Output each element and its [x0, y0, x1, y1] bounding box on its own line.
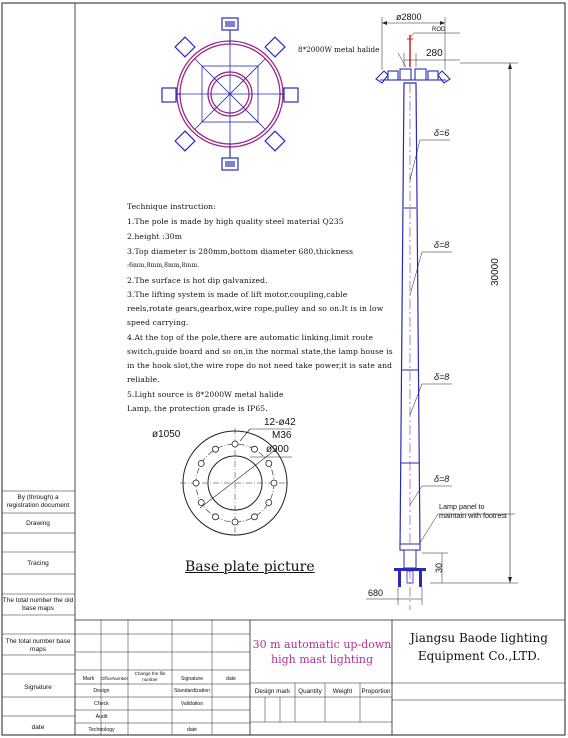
lamp-panel-label-2: maintain with footrest	[439, 511, 507, 520]
outer-diameter-label: ø1050	[152, 429, 181, 440]
old-base-maps-label: The total number the old base maps	[2, 597, 74, 612]
technique-line: switch,guide board and so on,in the normal state,the lamp house is	[127, 347, 393, 356]
bolt-circle-label: ø900	[266, 444, 289, 455]
bolts-label: 12-ø42	[264, 417, 296, 428]
tb-date: date	[225, 676, 237, 682]
base-height-label: 30	[434, 562, 444, 573]
technique-line: 2.height :30m	[127, 232, 182, 241]
company-name-line2: Equipment Co.,LTD.	[417, 649, 541, 663]
company-name-line1: Jiangsu Baode lighting	[410, 631, 548, 645]
technique-line: reels,rotate gears,gearbox,wire rope,pulley and so on.It is in low	[127, 304, 384, 313]
tb-audit: Audit	[95, 714, 108, 720]
tb-validation: Validation	[180, 701, 204, 707]
thickness-2-label: δ=8	[434, 240, 450, 250]
technique-line: 4.At the top of the pole,there are automatic linking,limit route	[127, 333, 374, 342]
tb-date2: date	[186, 727, 198, 733]
tb-mark: Mark	[82, 676, 95, 682]
pole-elevation-drawing	[360, 5, 565, 615]
signature-label: Signature	[24, 684, 52, 691]
technique-line: :6mm,8mm,8mm,8mm.	[127, 262, 200, 269]
tb-technology: Technology	[88, 727, 115, 733]
project-title-line2: high mast lighting	[270, 653, 373, 666]
lamp-panel-label-1: Lamp panel to	[439, 502, 485, 511]
technique-line: 1.The pole is made by high quality steel material Q235	[127, 217, 344, 226]
technique-line: in the hook slot,the wire rope do not need take power,it is sate and	[127, 361, 393, 370]
rod-label: ROD	[432, 27, 446, 33]
tracing-label: Tracing	[27, 560, 49, 567]
tb-standardization: Standardization	[173, 688, 211, 694]
top-span-label: ø2800	[396, 12, 422, 22]
thickness-1-label: δ=6	[434, 128, 450, 138]
height-label: 30000	[490, 258, 501, 286]
tb-proportion: Proportion	[361, 688, 391, 695]
tb-change-file: Change the file number	[134, 671, 166, 682]
company-name	[393, 629, 565, 665]
technique-line: 2.The surface is hot dip galvanized.	[127, 276, 268, 285]
technique-heading: Technique instruction:	[127, 202, 216, 211]
registration-label: By (through) a registration document	[6, 494, 70, 509]
top-diameter-label: 280	[426, 48, 443, 59]
tb-design: Design	[93, 688, 110, 694]
technique-line: 3.The lifting system is made of lift motor,coupling,cable	[127, 290, 348, 299]
technique-line: 3.Top diameter is 280mm,bottom diameter 680,thickness	[127, 247, 354, 256]
project-title-line1: 30 m automatic up-down	[252, 638, 392, 651]
tb-signature: Signature	[180, 676, 204, 682]
bolt-size-label: M36	[272, 430, 292, 441]
thickness-3-label: δ=8	[434, 372, 450, 382]
tb-office-number: OfficeNumber	[101, 676, 129, 681]
date-label: date	[31, 724, 45, 731]
tb-check: Check	[94, 701, 109, 707]
tb-weight: Weight	[332, 688, 353, 695]
project-title	[252, 637, 392, 667]
thickness-4-label: δ=8	[434, 474, 450, 484]
drawing-label: Drawing	[26, 520, 50, 527]
bottom-diameter-label: 680	[368, 588, 384, 598]
base-plate-leaders	[150, 415, 350, 465]
technique-line: speed carrying.	[127, 318, 189, 327]
technique-line: Lamp, the protection grade is IP65.	[127, 404, 268, 413]
tb-quantity: Quantity	[298, 688, 322, 695]
lamp-head-plan-view	[160, 12, 300, 172]
base-maps-label: The total number base maps	[5, 638, 71, 653]
tb-design-mark: Design mark	[254, 688, 291, 695]
technique-line: 5.Light source is 8*2000W metal halide	[127, 390, 284, 399]
lamp-note-label: 8*2000W metal halide	[298, 45, 380, 54]
technique-line: reliable.	[127, 375, 160, 384]
base-plate-caption: Base plate picture	[185, 559, 315, 575]
